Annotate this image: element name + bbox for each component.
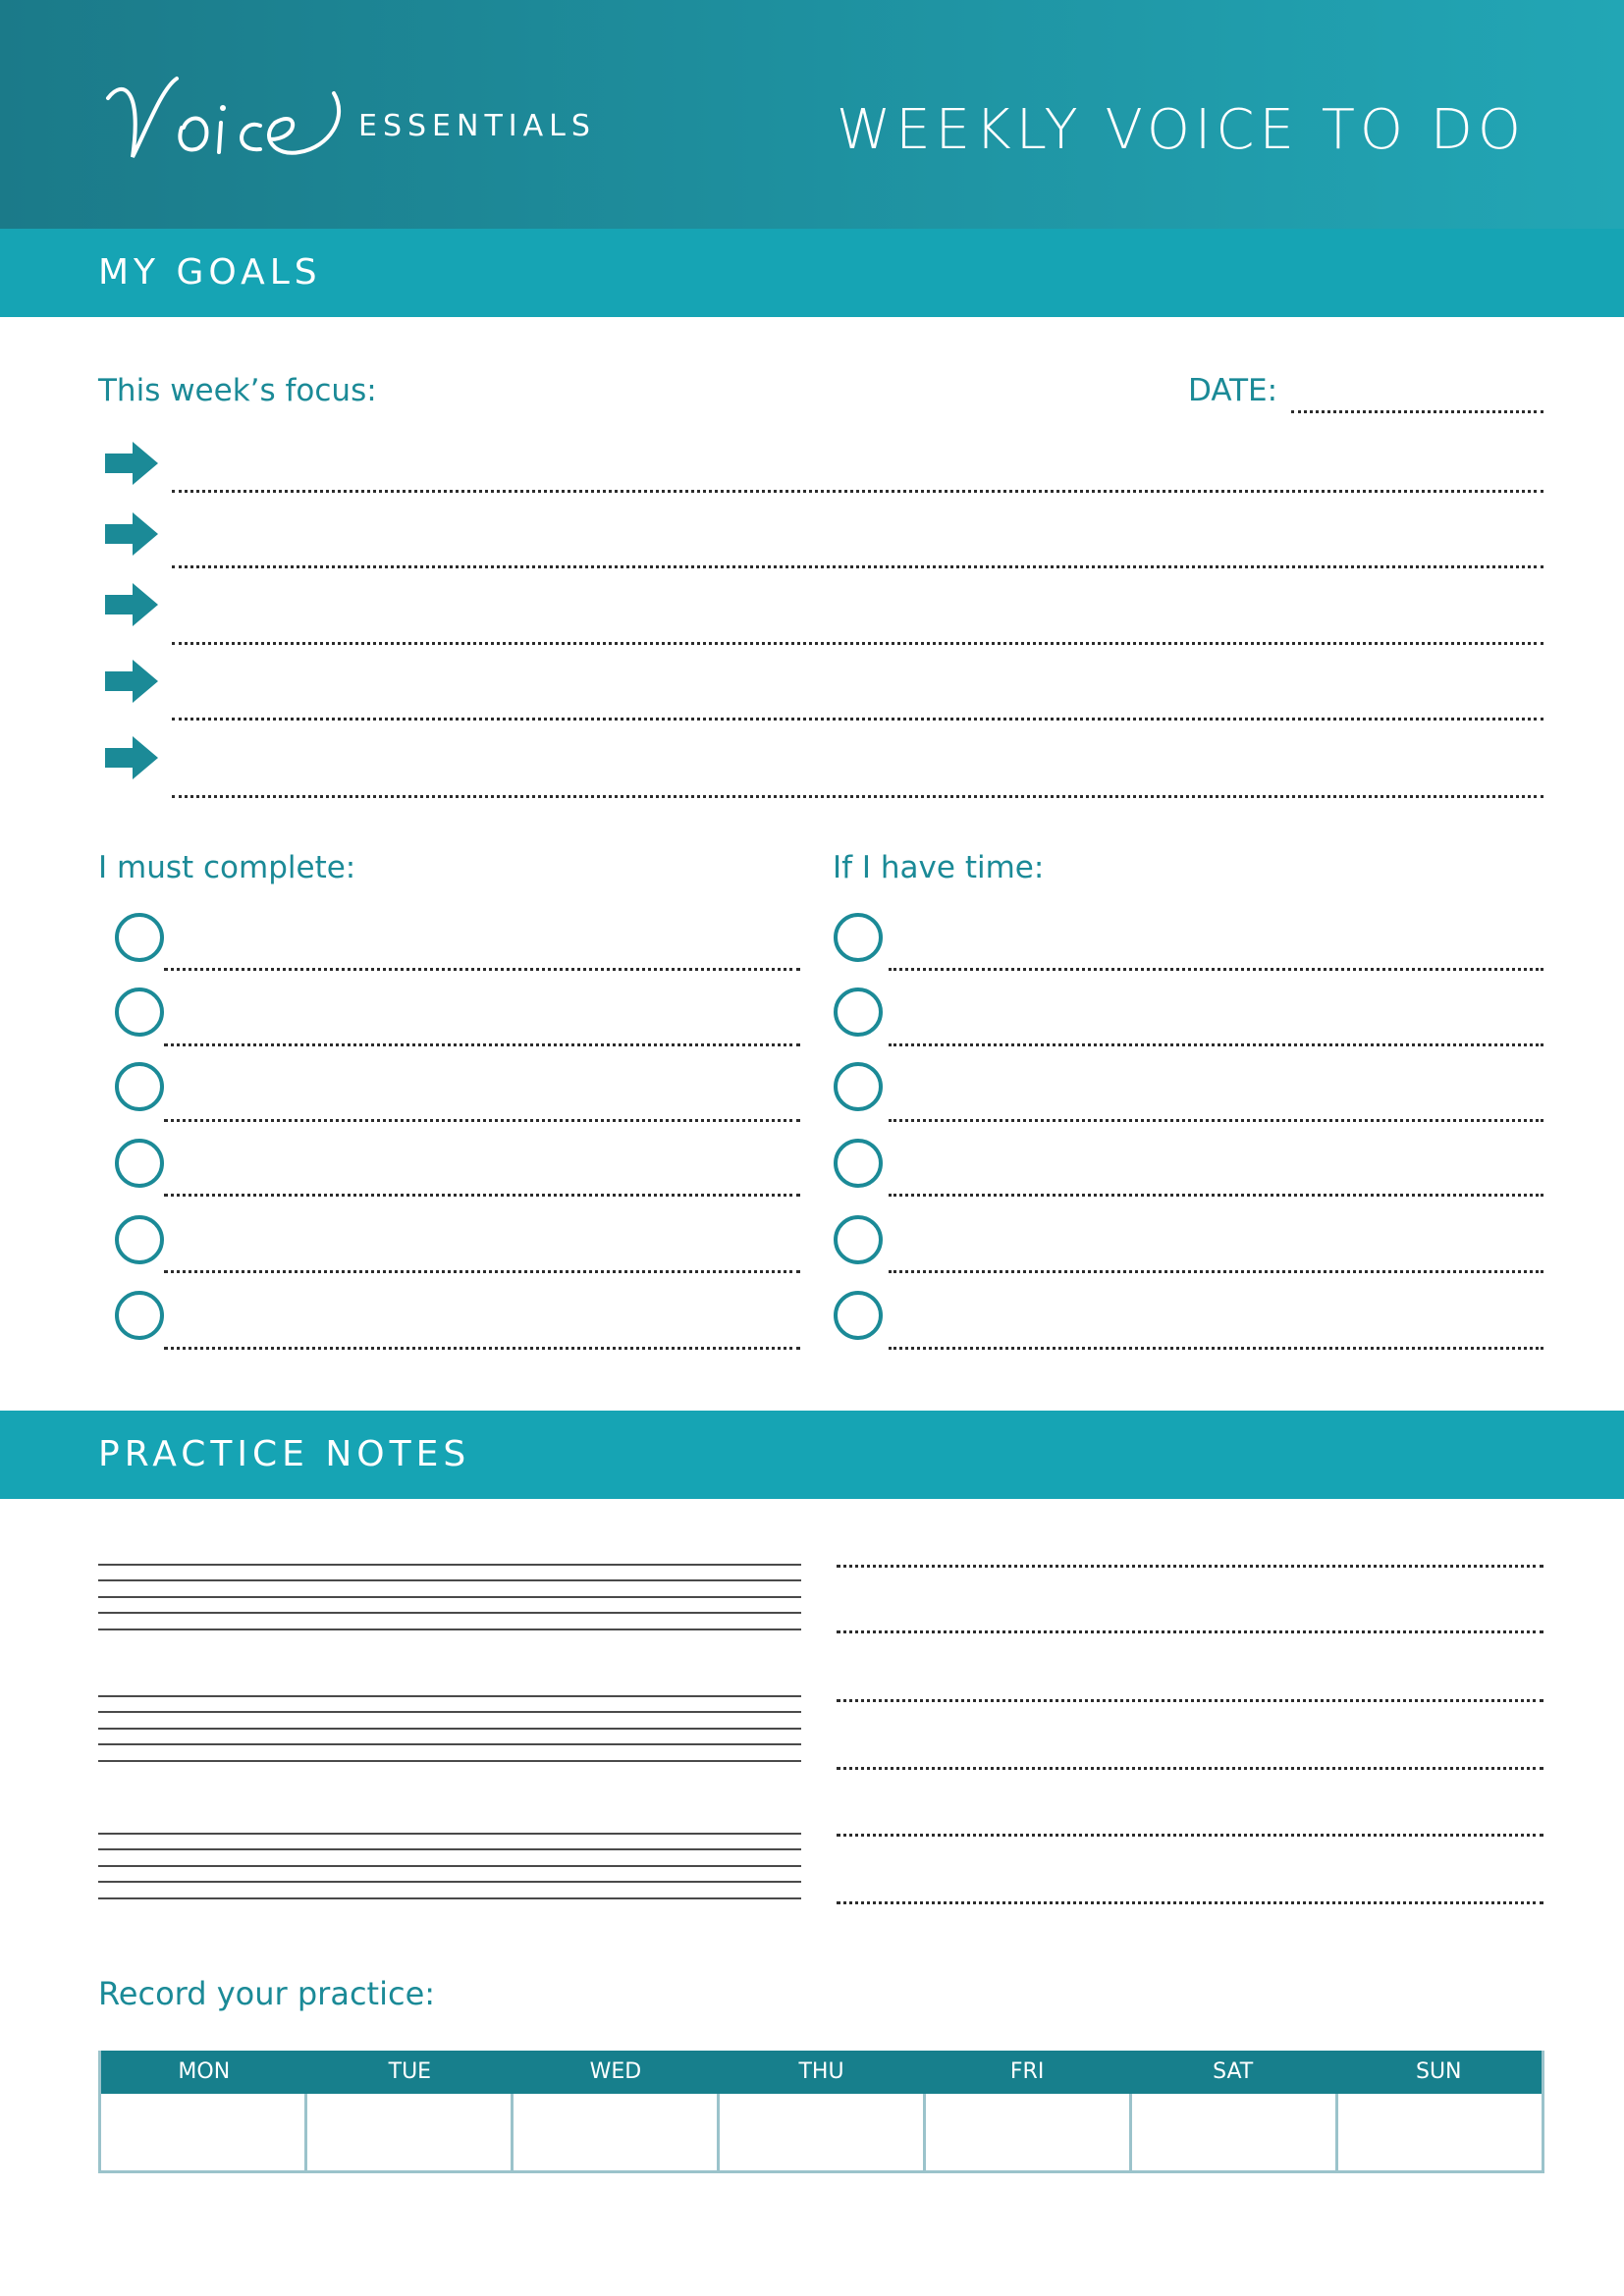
must-line[interactable]: [164, 1347, 800, 1350]
music-staff: [98, 1833, 801, 1901]
checkbox-must[interactable]: [115, 1215, 164, 1264]
record-practice-label: Record your practice:: [98, 1975, 436, 2012]
focus-line[interactable]: [172, 718, 1543, 721]
day-header-fri: FRI: [1009, 2059, 1045, 2084]
day-header-sun: SUN: [1415, 2059, 1462, 2084]
page-title: WEEKLY VOICE TO DO: [836, 98, 1526, 162]
goals-section-band: [0, 229, 1624, 317]
day-cell-tue[interactable]: [307, 2094, 514, 2170]
day-header-tue: TUE: [388, 2059, 432, 2084]
must-line[interactable]: [164, 1270, 800, 1273]
note-line[interactable]: [837, 1834, 1543, 1837]
arrow-icon: [103, 581, 160, 628]
if-time-label: If I have time:: [833, 850, 1045, 885]
checkbox-must[interactable]: [115, 1139, 164, 1188]
note-line[interactable]: [837, 1767, 1543, 1770]
day-header-wed: WED: [589, 2059, 642, 2084]
focus-line[interactable]: [172, 490, 1543, 493]
if-time-line[interactable]: [889, 1119, 1543, 1122]
checkbox-if-time[interactable]: [834, 1215, 883, 1264]
must-line[interactable]: [164, 1119, 800, 1122]
day-cell-wed[interactable]: [514, 2094, 720, 2170]
focus-label: This week’s focus:: [98, 373, 377, 408]
focus-line[interactable]: [172, 795, 1543, 798]
if-time-line[interactable]: [889, 968, 1543, 971]
date-label: DATE:: [1188, 373, 1278, 408]
checkbox-if-time[interactable]: [834, 1062, 883, 1111]
note-line[interactable]: [837, 1630, 1543, 1633]
voice-logo-script: [103, 69, 358, 167]
focus-line[interactable]: [172, 642, 1543, 645]
day-cell-fri[interactable]: [926, 2094, 1132, 2170]
checkbox-if-time[interactable]: [834, 1291, 883, 1340]
goals-section-title: MY GOALS: [98, 252, 322, 293]
note-line[interactable]: [837, 1901, 1543, 1904]
arrow-icon: [103, 734, 160, 781]
checkbox-must[interactable]: [115, 1062, 164, 1111]
checkbox-if-time[interactable]: [834, 913, 883, 962]
music-staff: [98, 1695, 801, 1764]
note-line[interactable]: [837, 1565, 1543, 1568]
practice-table-header: [101, 2051, 1542, 2094]
day-header-mon: MON: [178, 2059, 231, 2084]
checkbox-must[interactable]: [115, 913, 164, 962]
checkbox-must[interactable]: [115, 988, 164, 1037]
checkbox-must[interactable]: [115, 1291, 164, 1340]
if-time-line[interactable]: [889, 1270, 1543, 1273]
note-line[interactable]: [837, 1699, 1543, 1702]
date-field[interactable]: [1291, 410, 1543, 413]
music-staff: [98, 1564, 801, 1632]
if-time-line[interactable]: [889, 1347, 1543, 1350]
if-time-line[interactable]: [889, 1194, 1543, 1197]
day-header-sat: SAT: [1213, 2059, 1254, 2084]
focus-line[interactable]: [172, 565, 1543, 568]
must-line[interactable]: [164, 968, 800, 971]
day-header-thu: THU: [798, 2059, 844, 2084]
day-cell-sat[interactable]: [1132, 2094, 1338, 2170]
arrow-icon: [103, 658, 160, 705]
checkbox-if-time[interactable]: [834, 1139, 883, 1188]
practice-table-body: [101, 2094, 1542, 2170]
page-header: [0, 0, 1624, 229]
day-cell-sun[interactable]: [1338, 2094, 1542, 2170]
checkbox-if-time[interactable]: [834, 988, 883, 1037]
arrow-icon: [103, 510, 160, 558]
must-complete-label: I must complete:: [98, 850, 356, 885]
practice-notes-title: PRACTICE NOTES: [98, 1434, 471, 1474]
practice-table: [98, 2051, 1544, 2173]
must-line[interactable]: [164, 1194, 800, 1197]
if-time-line[interactable]: [889, 1043, 1543, 1046]
practice-notes-band: [0, 1411, 1624, 1499]
must-line[interactable]: [164, 1043, 800, 1046]
day-cell-mon[interactable]: [101, 2094, 307, 2170]
brand-wordmark: ESSENTIALS: [358, 109, 596, 143]
arrow-icon: [103, 440, 160, 487]
day-cell-thu[interactable]: [720, 2094, 926, 2170]
